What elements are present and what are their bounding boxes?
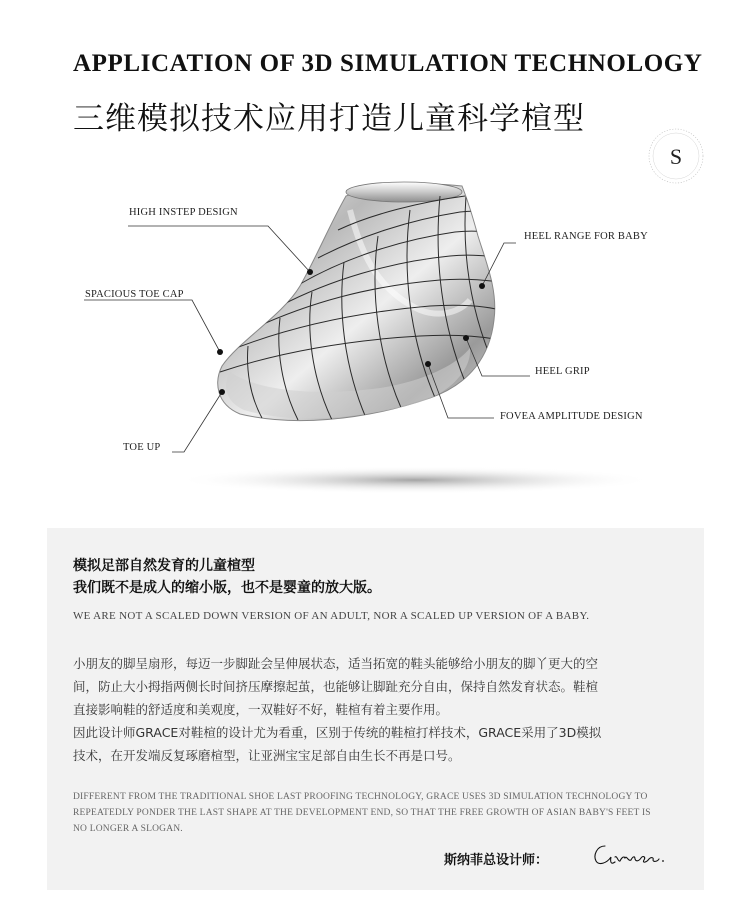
body-en	[73, 789, 651, 837]
heading-line-1: 模拟足部自然发育的儿童楦型	[73, 558, 255, 574]
info-panel	[47, 528, 704, 890]
callout-heel-grip: HEEL GRIP	[535, 366, 590, 377]
signature-label: 斯纳菲总设计师：	[444, 853, 549, 868]
shoe-last-body	[218, 182, 500, 421]
body-en-line: DIFFERENT FROM THE TRADITIONAL SHOE LAST PROOFING TECHNOLOGY, GRACE USES 3D SIMULATION TECHNOLOGY TO	[73, 792, 648, 802]
body-cn-line: 间，防止大小拇指两侧长时间挤压摩擦起茧，也能够让脚趾充分自由，保持自然发育状态。鞋楦	[73, 679, 599, 694]
body-en-line: REPEATEDLY PONDER THE LAST SHAPE AT THE DEVELOPMENT END, SO THAT THE FREE GROWTH OF ASIAN BABY'S FEET IS	[73, 808, 651, 818]
body-cn-line: 小朋友的脚呈扇形，每迈一步脚趾会呈伸展状态，适当拓宽的鞋头能够给小朋友的脚丫更大的空	[73, 656, 599, 671]
heading-line-2: 我们既不是成人的缩小版，也不是婴童的放大版。	[73, 580, 381, 596]
callout-fovea: FOVEA AMPLITUDE DESIGN	[500, 411, 643, 422]
callout-high-instep: HIGH INSTEP DESIGN	[129, 207, 238, 218]
callout-toe-up: TOE UP	[123, 442, 161, 453]
subtitle-en: WE ARE NOT A SCALED DOWN VERSION OF AN ADULT, NOR A SCALED UP VERSION OF A BABY.	[73, 610, 590, 622]
page-title-en: APPLICATION OF 3D SIMULATION TECHNOLOGY	[73, 50, 703, 77]
page-title-cn: 三维模拟技术应用打造儿童科学楦型	[73, 101, 585, 137]
body-cn-line: 直接影响鞋的舒适度和美观度，一双鞋好不好，鞋楦有着主要作用。	[73, 702, 449, 717]
body-cn	[73, 652, 693, 767]
shoe-last-illustration	[0, 160, 750, 520]
body-en-line: NO LONGER A SLOGAN.	[73, 824, 183, 834]
body-cn-line: 技术，在开发端反复琢磨楦型，让亚洲宝宝足部自由生长不再是口号。	[73, 748, 461, 763]
callout-heel-range: HEEL RANGE FOR BABY	[524, 231, 648, 242]
panel-heading	[73, 555, 381, 599]
callout-spacious-toe: SPACIOUS TOE CAP	[85, 289, 184, 300]
body-cn-line: 因此设计师GRACE对鞋楦的设计尤为看重，区别于传统的鞋楦打样技术，GRACE采用了3D模拟	[73, 725, 602, 740]
floor-shadow	[175, 466, 655, 494]
logo-letter: S	[669, 144, 683, 169]
designer-signature	[591, 841, 681, 867]
